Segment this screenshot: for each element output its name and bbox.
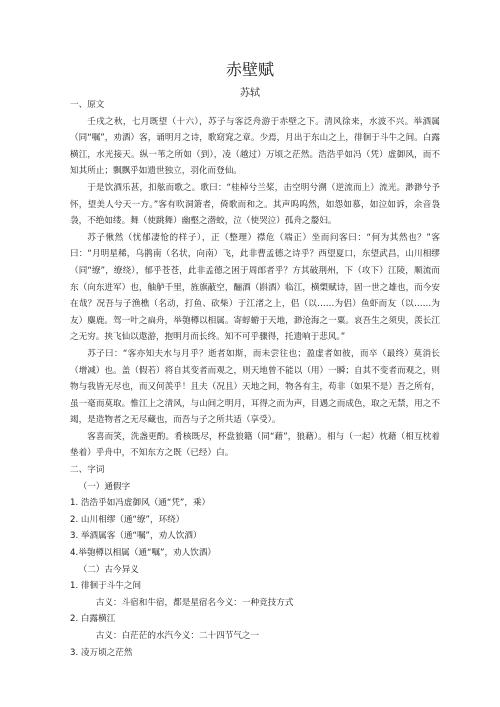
- gujin-gloss-2: 古义：白茫茫的水汽今义：二十四节气之一: [95, 631, 260, 641]
- document-body: [70, 97, 440, 661]
- paragraph-5: 客喜而笑，洗盏更酌。肴核既尽，杯盘狼籍（同“藉”，狼藉）。相与（一起）枕藉（相互枕着垫着）乎舟中，不知东方之既（已经）白。: [70, 431, 440, 459]
- gujin-item-2: 2. 白露横江: [70, 614, 116, 625]
- paragraph-2: 于是饮酒乐甚，扣舷而歌之。歌曰：“桂棹兮兰桨，击空明兮溯（逆流而上）流光。渺渺兮予怀，望美人兮天一方。”客有吹洞箫者，倚歌而和之。其声呜呜然，如怨如慕，如泣如诉，余音袅袅，不绝如缕。舞（使跳舞）幽壑之潜蛟，泣（使哭泣）孤舟之嫠妇。: [70, 182, 440, 227]
- paragraph-1: 壬戌之秋，七月既望（十六），苏子与客泛舟游于赤壁之下。清风徐来，水波不兴。举酒属（同“嘱”，劝酒）客，诵明月之诗，歌窈窕之章。少焉，月出于东山之上，徘徊于斗牛之间。白露横江，水光接天。纵一苇之所如（到），凌（越过）万顷之茫然。浩浩乎如冯（凭）虚御风，而不知其所止；飘飘乎如遗世独立，羽化而登仙。: [70, 116, 440, 177]
- paragraph-3: 苏子愀然（忧郁凄怆的样子），正（整理）襟危（端正）坐而问客曰：“何为其然也？”客曰：“月明星稀，乌鹊南（名状，向南）飞，此非曹孟德之诗乎？西望夏口，东望武昌，山川相缪（同“缭”，缭绕），郁乎苍苍，此非孟德之困于周郎者乎？方其破荆州，下（攻下）江陵，顺流而东（向东进军）也，舳舻千里，旌旗蔽空，酾酒（斟酒）临江，横槊赋诗，固一世之雄也，而今安在哉？况吾与子渔樵（名动，打鱼、砍柴）于江渚之上，侣（以……为侣）鱼虾而友（以……为友）麋鹿。驾一叶之扁舟，举匏樽以相属。寄蜉蝣于天地，渺沧海之一粟。哀吾生之须臾，羡长江之无穷。挟飞仙以遨游，抱明月而长终。知不可乎骤得，托遗响于悲风。”: [70, 232, 440, 343]
- subheading-tongjia: （一）通假字: [78, 481, 131, 492]
- gujin-item-1: 1. 徘徊于斗牛之间: [70, 581, 142, 592]
- tongjia-item-3: 3. 举酒属客（通“嘱”，劝人饮酒）: [70, 531, 202, 542]
- tongjia-item-4: 4.举匏樽以相属（通“嘱”，劝人饮酒）: [70, 548, 217, 559]
- tongjia-item-2: 2. 山川相缪（通“缭”，环绕）: [70, 514, 185, 525]
- gujin-gloss-1: 古义：斗宿和牛宿，都是星宿名今义：一种竞技方式: [95, 597, 294, 608]
- section-heading-original-text: 一、原文: [70, 100, 105, 110]
- tongjia-item-1: 1. 浩浩乎如冯虚御风（通“凭”，乘）: [70, 498, 211, 509]
- author-name: 苏轼: [240, 88, 260, 99]
- section-heading-vocabulary: 二、字词: [70, 465, 105, 476]
- gujin-item-3: 3. 凌万顷之茫然: [70, 647, 133, 658]
- document-title: 赤壁赋: [225, 60, 274, 79]
- subheading-gujin: （二）古今异义: [78, 564, 139, 575]
- paragraph-4: 苏子曰：“客亦知夫水与月乎？逝者如斯，而未尝往也；盈虚者如彼，而卒（最终）莫消长（增减）也。盖（假若）将自其变者而观之，则天地曾不能以（用）一瞬；自其不变者而观之，则物与我皆无尽也，而又何羡乎！且夫（况且）天地之间，物各有主，苟非（如果不是）吾之所有，虽一毫而莫取。惟江上之清风，与山间之明月，耳得之而为声，目遇之而成色，取之无禁，用之不竭，是造物者之无尽藏也，而吾与子之所共适（享受）。: [70, 348, 440, 426]
